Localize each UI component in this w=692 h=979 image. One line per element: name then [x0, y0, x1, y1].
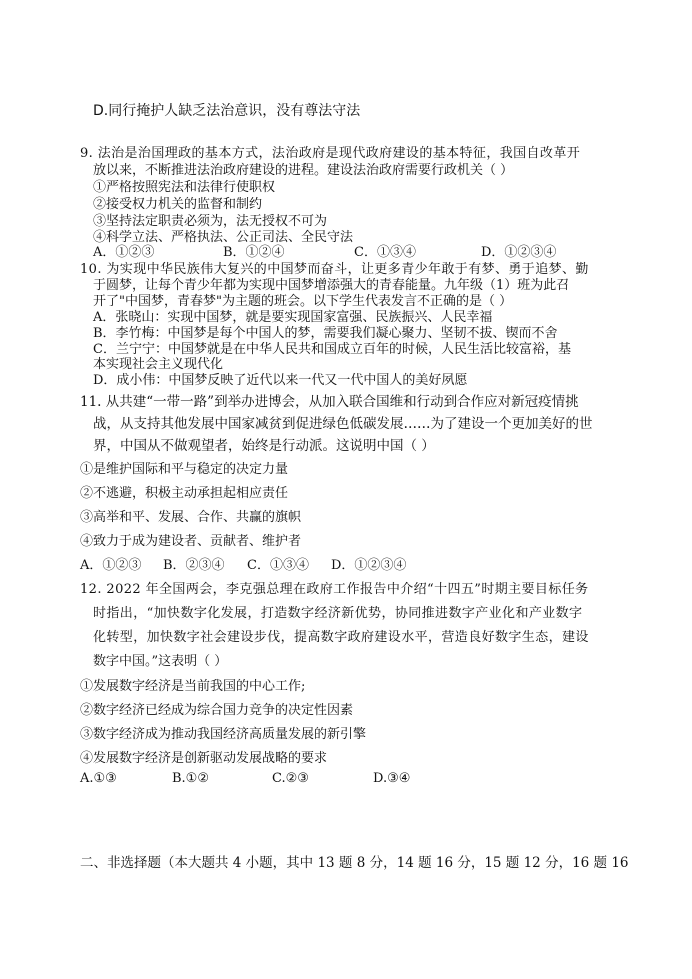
q10-option-a: A．张晓山：实现中国梦，就是要实现国家富强、民族振兴、人民幸福: [93, 310, 493, 325]
q9-option-a: A．①②③: [93, 245, 155, 260]
q12-item-1: ①发展数字经济是当前我国的中心工作;: [80, 679, 306, 694]
q9-stem-line-2: 放以来，不断推进法治政府建设的进程。建设法治政府需要行政机关（ ）: [93, 163, 514, 178]
q12-stem-line-1: 12. 2022 年全国两会，李克强总理在政府工作报告中介绍“十四五”时期主要目标任务: [80, 582, 589, 597]
q12-item-4: ④发展数字经济是创新驱动发展战略的要求: [80, 751, 328, 766]
q11-item-1: ①是维护国际和平与稳定的决定力量: [80, 462, 289, 477]
q8-option-d: D.同行掩护人缺乏法治意识，没有尊法守法: [93, 103, 361, 119]
q9-item-3: ③坚持法定职责必须为，法无授权不可为: [93, 214, 328, 229]
q11-item-2: ②不逃避，积极主动承担起相应责任: [80, 486, 289, 501]
q10-option-c-cont: 本实现社会主义现代化: [93, 357, 224, 372]
q10-option-b: B．李竹梅：中国梦是每个中国人的梦，需要我们凝心聚力、坚韧不拔、锲而不舍: [93, 326, 558, 341]
q12-item-3: ③数字经济成为推动我国经济高质量发展的新引擎: [80, 727, 367, 742]
q11-stem-line-3: 界，中国从不做观望者，始终是行动派。这说明中国（ ）: [93, 438, 435, 454]
q12-stem-line-3: 化转型，加快数字社会建设步伐，提高数字政府建设水平，营造良好数字生态，建设: [93, 630, 589, 645]
q11-item-4: ④致力于成为建设者、贡献者、维护者: [80, 534, 302, 549]
q9-stem-line-1: 9. 法治是治国理政的基本方式，法治政府是现代政府建设的基本特征，我国自改革开: [80, 146, 581, 161]
q12-option-c: C.②③: [272, 771, 309, 786]
q12-option-d: D.③④: [373, 771, 411, 786]
q11-option-d: D．①②③④: [331, 558, 407, 573]
q10-option-d: D．成小伟：中国梦反映了近代以来一代又一代中国人的美好夙愿: [93, 373, 468, 388]
q11-stem-line-2: 战，从支持其他发展中国家减贫到促进绿色低碳发展……为了建设一个更加美好的世: [93, 416, 593, 432]
q12-stem-line-4: 数字中国。”这表明（ ）: [93, 654, 228, 669]
q9-option-c: C．①③④: [354, 245, 416, 260]
q12-option-b: B.①②: [172, 771, 209, 786]
q11-option-a: A．①②③: [80, 558, 142, 573]
q12-stem-line-2: 时指出，“加快数字化发展，打造数字经济新优势，协同推进数字产业化和产业数字: [93, 606, 583, 621]
q11-option-b: B．②③④: [163, 558, 225, 573]
q9-option-d: D．①②③④: [481, 245, 557, 260]
q11-stem-line-1: 11. 从共建“一带一路”到举办进博会，从加入联合国维和行动到合作应对新冠疫情挑: [80, 394, 579, 410]
q9-item-1: ①严格按照宪法和法律行使职权: [93, 180, 276, 195]
q11-option-c: C．①③④: [247, 558, 309, 573]
q9-item-2: ②接受权力机关的监督和制约: [93, 197, 263, 212]
q12-option-a: A.①③: [80, 771, 117, 786]
q10-stem-line-3: 开了"中国梦，青春梦"为主题的班会。以下学生代表发言不正确的是（ ）: [93, 294, 513, 309]
q12-item-2: ②数字经济已经成为综合国力竞争的决定性因素: [80, 703, 354, 718]
section-2-heading: 二、非选择题（本大题共 4 小题，其中 13 题 8 分，14 题 16 分，15 题 12 分，16 题 16: [80, 855, 629, 871]
q9-option-b: B．①②④: [223, 245, 285, 260]
q10-stem-line-1: 10. 为实现中华民族伟大复兴的中国梦而奋斗，让更多青少年敢于有梦、勇于追梦、勤: [80, 262, 589, 277]
q9-item-4: ④科学立法、严格执法、公正司法、全民守法: [93, 230, 354, 245]
q10-option-c: C．兰宁宁：中国梦就是在中华人民共和国成立百年的时候，人民生活比较富裕，基: [93, 342, 571, 357]
q11-item-3: ③高举和平、发展、合作、共赢的旗帜: [80, 510, 302, 525]
q10-stem-line-2: 于圆梦，让每个青少年都为实现中国梦增添强大的青春能量。九年级（1）班为此召: [93, 278, 570, 293]
